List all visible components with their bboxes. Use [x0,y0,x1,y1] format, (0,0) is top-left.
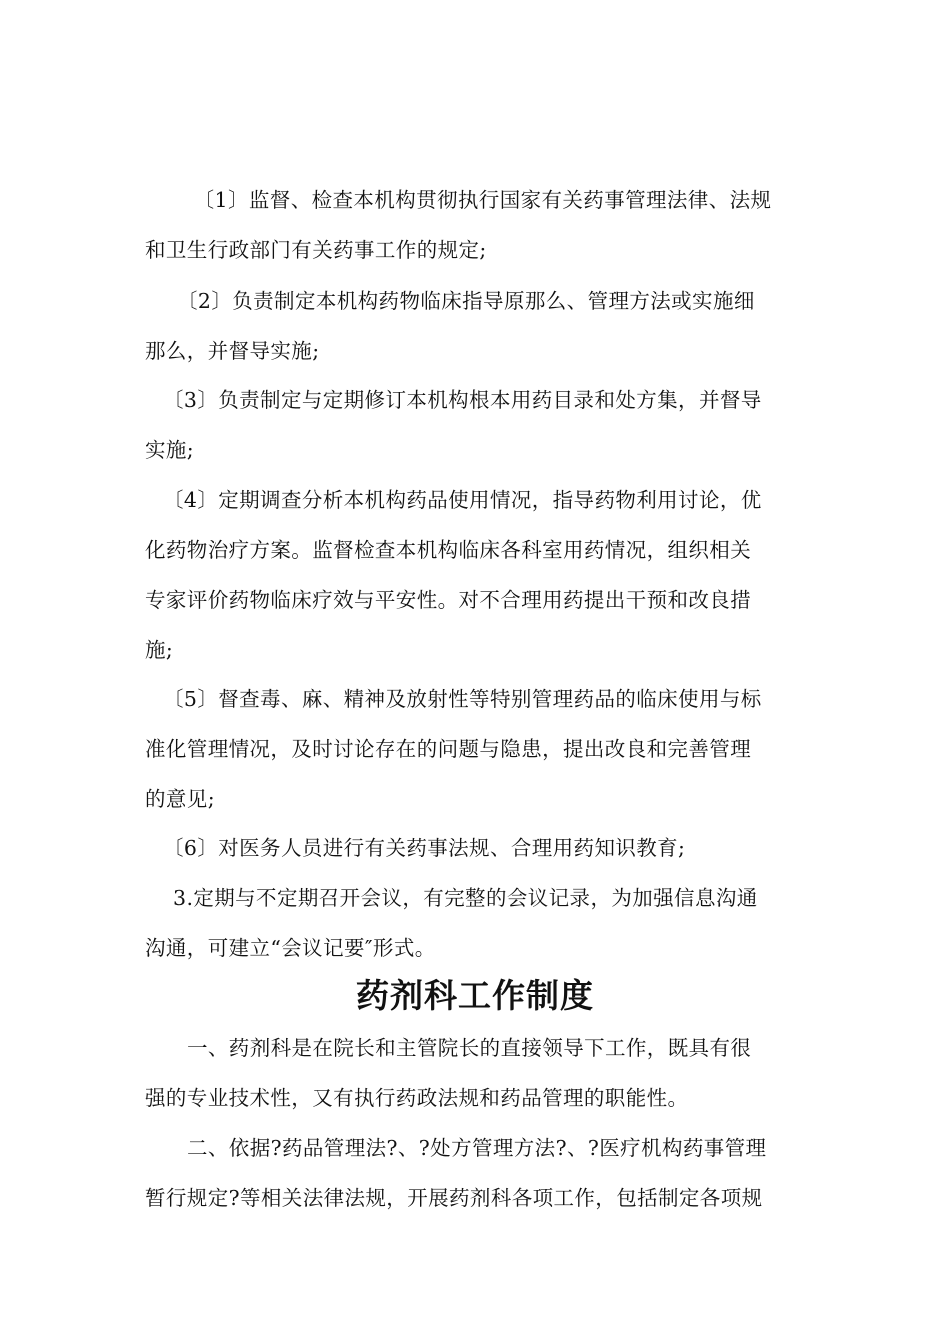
paragraph-line: 那么，并督导实施; [145,339,320,363]
paragraph-line: 施; [145,638,174,662]
paragraph-line: 沟通，可建立“会议记要″形式。 [145,936,436,960]
paragraph-line: 〔4〕定期调查分析本机构药品使用情况，指导药物利用讨论，优 [163,488,762,512]
paragraph-line: 暂行规定?等相关法律法规，开展药剂科各项工作，包括制定各项规 [145,1186,763,1210]
paragraph-line: 和卫生行政部门有关药事工作的规定; [145,238,487,262]
paragraph-line: 3.定期与不定期召开会议，有完整的会议记录，为加强信息沟通 [173,886,758,910]
paragraph-line: 准化管理情况，及时讨论存在的问题与隐患，提出改良和完善管理 [145,737,752,761]
paragraph-line: 实施; [145,438,195,462]
section-title: 药剂科工作制度 [356,976,594,1015]
paragraph-line: 〔2〕负责制定本机构药物临床指导原那么、管理方法或实施细 [177,289,755,313]
paragraph-line: 一、药剂科是在院长和主管院长的直接领导下工作，既具有很 [187,1036,752,1060]
paragraph-line: 〔1〕监督、检查本机构贯彻执行国家有关药事管理法律、法规 [183,188,772,212]
paragraph-line: 二、依据?药品管理法?、?处方管理方法?、?医疗机构药事管理 [187,1136,767,1160]
paragraph-line: 化药物治疗方案。监督检查本机构临床各科室用药情况，组织相关 [145,538,752,562]
paragraph-line: 〔6〕对医务人员进行有关药事法规、合理用药知识教育; [163,836,686,860]
paragraph-line: 专家评价药物临床疗效与平安性。对不合理用药提出干预和改良措 [145,588,752,612]
paragraph-line: 强的专业技术性，又有执行药政法规和药品管理的职能性。 [145,1086,689,1110]
paragraph-line: 〔3〕负责制定与定期修订本机构根本用药目录和处方集，并督导 [163,388,762,412]
paragraph-line: 的意见; [145,787,216,811]
paragraph-line: 〔5〕督查毒、麻、精神及放射性等特别管理药品的临床使用与标 [163,687,762,711]
